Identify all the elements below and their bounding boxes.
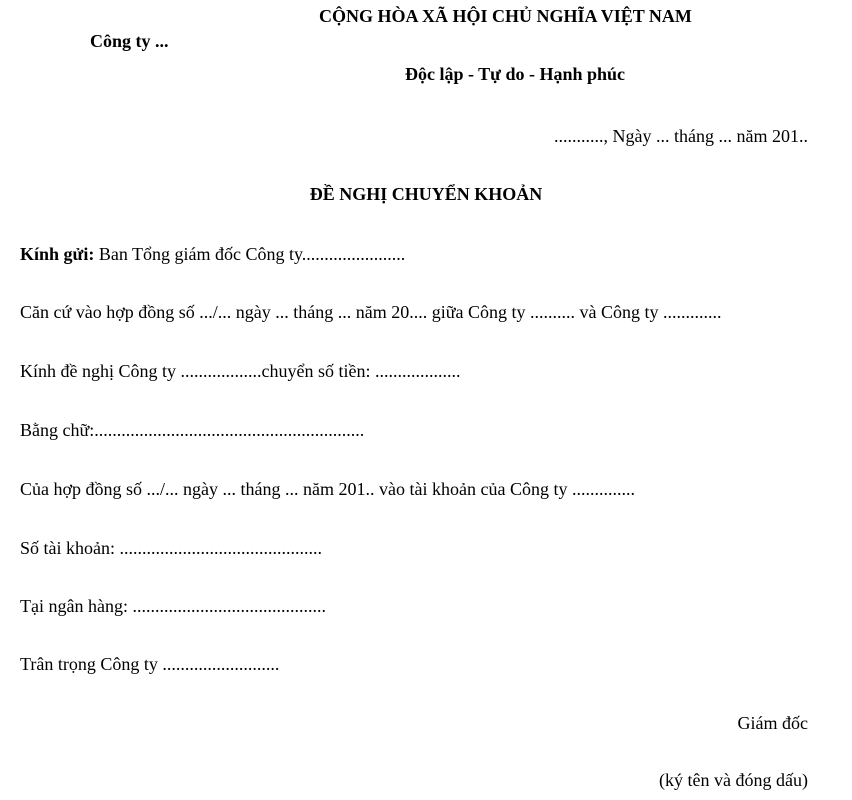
recipient-value: Ban Tổng giám đốc Công ty....................... xyxy=(94,244,406,264)
account-number-line: Số tài khoản: ............................................. xyxy=(20,538,322,558)
transfer-request-line: Kính đề nghị Công ty ..................chuyển số tiền: ................... xyxy=(20,361,461,381)
bank-line: Tại ngân hàng: ........................................... xyxy=(20,596,326,616)
recipient-line xyxy=(20,244,405,266)
amount-in-words-line: Bằng chữ:............................................................ xyxy=(20,420,365,440)
document-title: ĐỀ NGHỊ CHUYỂN KHOẢN xyxy=(309,184,543,204)
company-name: Công ty ... xyxy=(90,31,169,51)
recipient-label: Kính gửi: xyxy=(20,244,95,264)
contract-account-line: Của hợp đồng số .../... ngày ... tháng ... năm 201.. vào tài khoản của Công ty .............. xyxy=(20,479,635,499)
signer-title: Giám đốc xyxy=(737,713,808,733)
date-line: ..........., Ngày ... tháng ... năm 201.. xyxy=(554,126,808,146)
signature-note: (ký tên và đóng dấu) xyxy=(659,770,808,790)
contract-basis-line: Căn cứ vào hợp đồng số .../... ngày ... tháng ... năm 20.... giữa Công ty .......... và Công ty ............. xyxy=(20,302,722,322)
motto-subtitle: Độc lập - Tự do - Hạnh phúc xyxy=(405,64,626,84)
regards-line: Trân trọng Công ty .......................... xyxy=(20,654,280,674)
national-motto: CỘNG HÒA XÃ HỘI CHỦ NGHĨA VIỆT NAM xyxy=(319,6,692,26)
